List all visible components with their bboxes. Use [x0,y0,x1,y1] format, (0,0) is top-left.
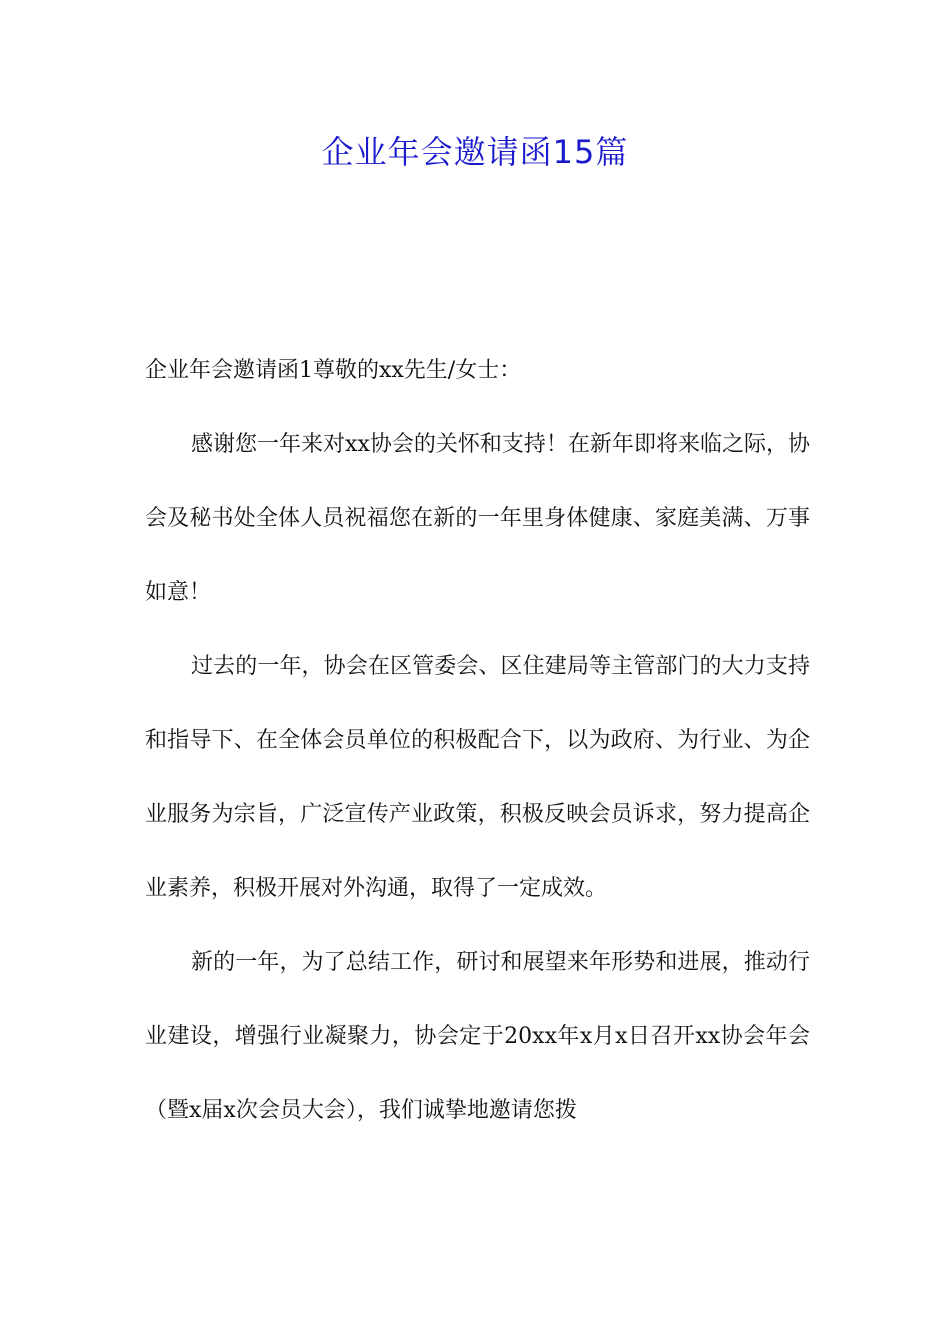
paragraph-1: 感谢您一年来对xx协会的关怀和支持！在新年即将来临之际，协会及秘书处全体人员祝福您在新的一年里身体健康、家庭美满、万事如意！ [145,432,810,605]
greeting-line: 企业年会邀请函1尊敬的xx先生/女士： [145,358,522,383]
document-title: 企业年会邀请函15篇 [321,133,629,171]
paragraph-2: 过去的一年，协会在区管委会、区住建局等主管部门的大力支持和指导下、在全体会员单位的积极配合下，以为政府、为行业、为企业服务为宗旨，广泛宣传产业政策，积极反映会员诉求，努力提高企业素养，积极开展对外沟通，取得了一定成效。 [145,654,810,901]
document-body [145,334,810,1148]
paragraph-3: 新的一年，为了总结工作，研讨和展望来年形势和进展，推动行业建设，增强行业凝聚力，协会定于20xx年x月x日召开xx协会年会（暨x届x次会员大会），我们诚挚地邀请您拨 [145,950,810,1123]
